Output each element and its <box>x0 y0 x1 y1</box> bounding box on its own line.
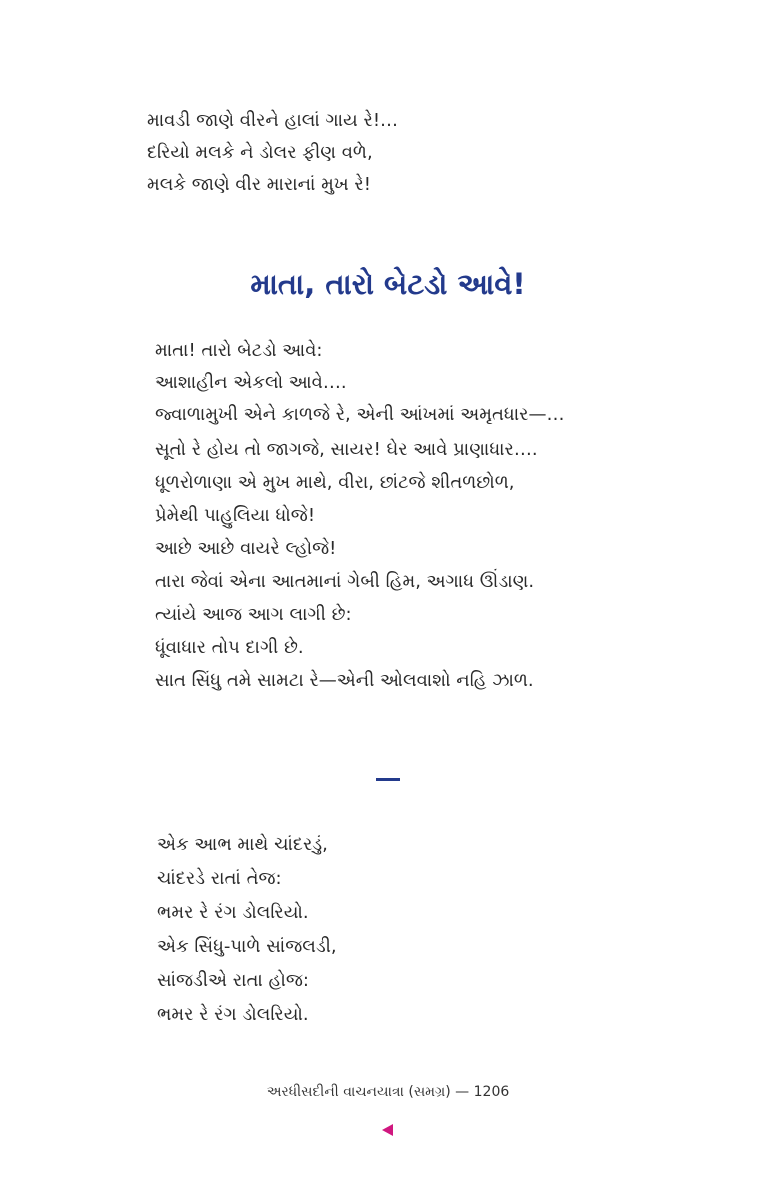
poem-line: ધૂળરોળાણા એ મુખ માથે, વીરા, છાંટજે શીતળછોળ, <box>155 472 515 493</box>
poem-line: ભમર રે રંગ ડોલરિયો. <box>157 902 309 923</box>
page-footer: અરધીસદીની વાચનયાત્રા (સમગ્ર) — 1206 <box>266 1084 510 1100</box>
poem-line: આછે આછે વાયરે લ્હોજે! <box>155 538 337 559</box>
previous-page-arrow-icon[interactable] <box>382 1124 393 1136</box>
poem-line: સાંજડીએ રાતા હોજ: <box>157 970 309 991</box>
poem-line: ભમર રે રંગ ડોલરિયો. <box>157 1004 309 1025</box>
poem-line: એક સિંધુ-પાળે સાંજલડી, <box>157 936 337 957</box>
poem-line: દરિયો મલકે ને ડોલર ફીણ વળે, <box>147 142 373 163</box>
poem-line: સૂતો રે હોય તો જાગજે, સાયર! ઘેર આવે પ્રાણાધાર…. <box>155 439 538 460</box>
poem-line: મલકે જાણે વીર મારાનાં મુખ રે! <box>147 174 371 195</box>
poem-line: માવડી જાણે વીરને હાલાં ગાય રે!… <box>147 110 399 131</box>
poem-title: માતા, તારો બેટડો આવે! <box>250 267 526 301</box>
poem-line: ચાંદરડે રાતાં તેજ: <box>157 868 282 889</box>
poem-line: તારા જેવાં એના આતમાનાં ગેબી હિમ, અગાધ ઊંડાણ. <box>155 571 535 592</box>
poem-line: જ્વાળામુખી એને કાળજે રે, એની આંખમાં અમૃતધાર—… <box>155 404 565 425</box>
poem-line: સાત સિંધુ તમે સામટા રે—એની ઓલવાશો નહિ ઝાળ. <box>155 670 534 691</box>
poem-line: ધૂંવાધાર તોપ દાગી છે. <box>155 637 304 658</box>
poem-line: માતા! તારો બેટડો આવે: <box>155 340 323 361</box>
poem-line: ત્યાંયે આજ આગ લાગી છે: <box>155 604 352 625</box>
poem-line: પ્રેમેથી પાહુલિયા ધોજે! <box>155 505 316 526</box>
poem-line: આશાહીન એકલો આવે…. <box>155 372 347 393</box>
poem-line: એક આભ માથે ચાંદરડું, <box>157 834 328 855</box>
section-separator <box>376 778 400 781</box>
